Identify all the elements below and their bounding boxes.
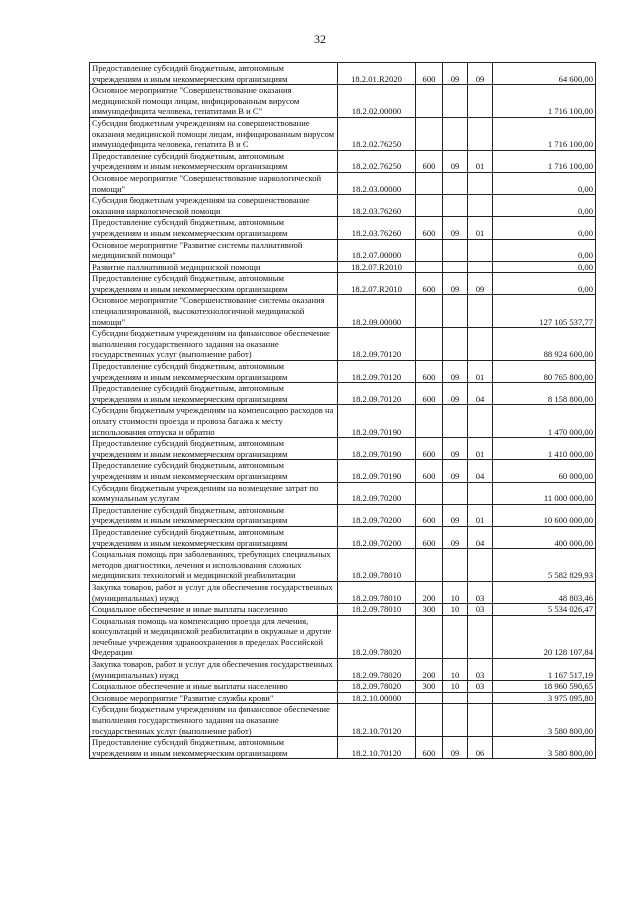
row-amount-cell: 0,00 xyxy=(493,239,596,261)
row-expense-type-cell: 200 xyxy=(416,659,443,681)
row-subsection-cell xyxy=(468,692,493,704)
row-subsection-cell xyxy=(468,85,493,118)
table-row xyxy=(90,328,596,361)
row-code-cell: 18.2.01.R2020 xyxy=(338,63,416,85)
row-section-cell: 10 xyxy=(443,659,468,681)
row-section-cell xyxy=(443,704,468,737)
row-subsection-cell: 06 xyxy=(468,737,493,759)
row-section-cell xyxy=(443,482,468,504)
row-code-cell: 18.2.09.78010 xyxy=(338,549,416,582)
row-code-cell: 18.2.09.70200 xyxy=(338,526,416,548)
budget-table xyxy=(89,62,596,759)
row-amount-cell: 1 716 100,00 xyxy=(493,150,596,172)
row-code-cell: 18.2.10.00000 xyxy=(338,692,416,704)
table-row xyxy=(90,692,596,704)
row-subsection-cell xyxy=(468,549,493,582)
table-row xyxy=(90,172,596,194)
row-expense-type-cell: 600 xyxy=(416,361,443,383)
row-code-cell: 18.2.09.70120 xyxy=(338,361,416,383)
row-expense-type-cell: 600 xyxy=(416,63,443,85)
row-name-cell: Предоставление субсидий бюджетным, автономным учреждениям и иным некоммерческим организациям xyxy=(90,504,338,526)
row-name-cell: Предоставление субсидий бюджетным, автономным учреждениям и иным некоммерческим организациям xyxy=(90,460,338,482)
row-expense-type-cell: 600 xyxy=(416,383,443,405)
row-expense-type-cell: 600 xyxy=(416,273,443,295)
row-name-cell: Закупка товаров, работ и услуг для обеспечения государственных (муниципальных) нужд xyxy=(90,659,338,681)
row-amount-cell: 11 000 000,00 xyxy=(493,482,596,504)
row-amount-cell: 5 582 829,93 xyxy=(493,549,596,582)
row-name-cell: Субсидии бюджетным учреждениям на компенсацию расходов на оплату стоимости проезда и провоза багажа к месту использования отпуска и обратно xyxy=(90,405,338,438)
row-name-cell: Субсидии бюджетным учреждениям на финансовое обеспечение выполнения государственного задания на оказание государственных услуг (выполнение работ) xyxy=(90,704,338,737)
row-section-cell xyxy=(443,261,468,273)
row-name-cell: Закупка товаров, работ и услуг для обеспечения государственных (муниципальных) нужд xyxy=(90,581,338,603)
row-amount-cell: 88 924 600,00 xyxy=(493,328,596,361)
table-row xyxy=(90,438,596,460)
row-section-cell xyxy=(443,117,468,150)
row-amount-cell: 0,00 xyxy=(493,217,596,239)
row-section-cell: 09 xyxy=(443,63,468,85)
row-expense-type-cell xyxy=(416,704,443,737)
row-subsection-cell xyxy=(468,482,493,504)
row-subsection-cell: 01 xyxy=(468,361,493,383)
row-section-cell: 09 xyxy=(443,737,468,759)
row-code-cell: 18.2.02.76250 xyxy=(338,117,416,150)
row-name-cell: Предоставление субсидий бюджетным, автономным учреждениям и иным некоммерческим организациям xyxy=(90,438,338,460)
row-subsection-cell xyxy=(468,328,493,361)
row-code-cell: 18.2.09.70200 xyxy=(338,504,416,526)
row-amount-cell: 400 000,00 xyxy=(493,526,596,548)
row-code-cell: 18.2.09.70190 xyxy=(338,460,416,482)
budget-table-body xyxy=(90,63,596,759)
row-name-cell: Основное мероприятие "Развитие системы паллиативной медицинской помощи" xyxy=(90,239,338,261)
row-name-cell: Предоставление субсидий бюджетным, автономным учреждениям и иным некоммерческим организациям xyxy=(90,737,338,759)
table-row xyxy=(90,273,596,295)
row-name-cell: Основное мероприятие "Совершенствование оказания медицинской помощи лицам, инфицированным вирусом иммунодефицита человека, гепатитами В и С" xyxy=(90,85,338,118)
row-subsection-cell xyxy=(468,239,493,261)
table-row xyxy=(90,504,596,526)
row-amount-cell: 0,00 xyxy=(493,261,596,273)
row-section-cell xyxy=(443,295,468,328)
row-name-cell: Предоставление субсидий бюджетным, автономным учреждениям и иным некоммерческим организациям xyxy=(90,526,338,548)
row-name-cell: Субсидия бюджетным учреждениям на совершенствование оказания медицинской помощи лицам, инфицированным вирусом иммунодефицита человека, гепатита В и С xyxy=(90,117,338,150)
table-row xyxy=(90,604,596,616)
row-subsection-cell: 01 xyxy=(468,438,493,460)
table-row xyxy=(90,460,596,482)
row-code-cell: 18.2.07.R2010 xyxy=(338,273,416,295)
row-amount-cell: 1 716 100,00 xyxy=(493,117,596,150)
row-expense-type-cell xyxy=(416,692,443,704)
row-subsection-cell: 09 xyxy=(468,63,493,85)
row-code-cell: 18.2.03.76260 xyxy=(338,217,416,239)
table-row xyxy=(90,239,596,261)
row-amount-cell: 1 167 517,19 xyxy=(493,659,596,681)
table-row xyxy=(90,383,596,405)
table-row xyxy=(90,704,596,737)
row-code-cell: 18.2.02.00000 xyxy=(338,85,416,118)
row-expense-type-cell xyxy=(416,172,443,194)
row-name-cell: Основное мероприятие "Совершенствование наркологической помощи" xyxy=(90,172,338,194)
row-amount-cell: 10 600 000,00 xyxy=(493,504,596,526)
row-expense-type-cell: 200 xyxy=(416,581,443,603)
row-subsection-cell: 01 xyxy=(468,217,493,239)
row-name-cell: Социальная помощь на компенсацию проезда для лечения, консультаций и медицинской реабилитации в окружные и другие лечебные учреждения здравоохранения в пределах Российской Федерации xyxy=(90,615,338,658)
row-code-cell: 18.2.09.78020 xyxy=(338,659,416,681)
table-row xyxy=(90,63,596,85)
row-section-cell: 09 xyxy=(443,460,468,482)
row-expense-type-cell: 600 xyxy=(416,504,443,526)
page-number: 32 xyxy=(314,32,326,46)
row-section-cell: 09 xyxy=(443,361,468,383)
row-code-cell: 18.2.10.70120 xyxy=(338,704,416,737)
row-code-cell: 18.2.03.00000 xyxy=(338,172,416,194)
row-code-cell: 18.2.09.70120 xyxy=(338,383,416,405)
row-section-cell: 09 xyxy=(443,438,468,460)
row-subsection-cell: 04 xyxy=(468,460,493,482)
row-subsection-cell xyxy=(468,172,493,194)
row-code-cell: 18.2.09.70120 xyxy=(338,328,416,361)
row-amount-cell: 60 000,00 xyxy=(493,460,596,482)
row-expense-type-cell xyxy=(416,117,443,150)
row-section-cell xyxy=(443,239,468,261)
row-section-cell xyxy=(443,328,468,361)
row-name-cell: Предоставление субсидий бюджетным, автономным учреждениям и иным некоммерческим организациям xyxy=(90,150,338,172)
row-subsection-cell xyxy=(468,117,493,150)
row-subsection-cell: 03 xyxy=(468,681,493,693)
row-section-cell xyxy=(443,85,468,118)
table-row xyxy=(90,405,596,438)
table-row xyxy=(90,361,596,383)
row-subsection-cell xyxy=(468,704,493,737)
table-row xyxy=(90,549,596,582)
row-amount-cell: 3 975 095,80 xyxy=(493,692,596,704)
row-code-cell: 18.2.02.76250 xyxy=(338,150,416,172)
row-section-cell: 09 xyxy=(443,150,468,172)
row-code-cell: 18.2.07.R2010 xyxy=(338,261,416,273)
row-expense-type-cell: 600 xyxy=(416,460,443,482)
table-row xyxy=(90,581,596,603)
row-expense-type-cell: 600 xyxy=(416,737,443,759)
table-row xyxy=(90,217,596,239)
row-amount-cell: 1 470 000,00 xyxy=(493,405,596,438)
row-amount-cell: 64 600,00 xyxy=(493,63,596,85)
row-name-cell: Предоставление субсидий бюджетным, автономным учреждениям и иным некоммерческим организациям xyxy=(90,217,338,239)
row-expense-type-cell xyxy=(416,328,443,361)
row-name-cell: Предоставление субсидий бюджетным, автономным учреждениям и иным некоммерческим организациям xyxy=(90,63,338,85)
row-amount-cell: 80 765 800,00 xyxy=(493,361,596,383)
row-subsection-cell xyxy=(468,615,493,658)
row-expense-type-cell xyxy=(416,239,443,261)
row-section-cell: 10 xyxy=(443,581,468,603)
row-code-cell: 18.2.09.78020 xyxy=(338,681,416,693)
row-section-cell: 10 xyxy=(443,681,468,693)
row-name-cell: Предоставление субсидий бюджетным, автономным учреждениям и иным некоммерческим организациям xyxy=(90,361,338,383)
row-section-cell xyxy=(443,195,468,217)
table-row xyxy=(90,526,596,548)
row-amount-cell: 3 580 800,00 xyxy=(493,737,596,759)
row-amount-cell: 8 158 800,00 xyxy=(493,383,596,405)
row-amount-cell: 0,00 xyxy=(493,172,596,194)
row-subsection-cell: 04 xyxy=(468,526,493,548)
row-name-cell: Предоставление субсидий бюджетным, автономным учреждениям и иным некоммерческим организациям xyxy=(90,383,338,405)
row-expense-type-cell: 300 xyxy=(416,681,443,693)
row-code-cell: 18.2.03.76260 xyxy=(338,195,416,217)
row-code-cell: 18.2.09.70190 xyxy=(338,438,416,460)
row-section-cell xyxy=(443,549,468,582)
table-row xyxy=(90,150,596,172)
row-section-cell xyxy=(443,692,468,704)
row-subsection-cell xyxy=(468,295,493,328)
row-section-cell: 09 xyxy=(443,526,468,548)
row-name-cell: Социальное обеспечение и иные выплаты населению xyxy=(90,681,338,693)
row-name-cell: Субсидии бюджетным учреждениям на возмещение затрат по коммунальным услугам xyxy=(90,482,338,504)
row-code-cell: 18.2.09.78010 xyxy=(338,581,416,603)
row-name-cell: Развитие паллиативной медицинской помощи xyxy=(90,261,338,273)
row-expense-type-cell xyxy=(416,295,443,328)
row-subsection-cell: 03 xyxy=(468,604,493,616)
row-subsection-cell: 04 xyxy=(468,383,493,405)
row-code-cell: 18.2.10.70120 xyxy=(338,737,416,759)
row-subsection-cell: 03 xyxy=(468,581,493,603)
row-code-cell: 18.2.07.00000 xyxy=(338,239,416,261)
row-section-cell xyxy=(443,615,468,658)
row-section-cell xyxy=(443,405,468,438)
row-code-cell: 18.2.09.78020 xyxy=(338,615,416,658)
row-expense-type-cell: 600 xyxy=(416,217,443,239)
row-name-cell: Основное мероприятие "Совершенствование системы оказания специализированной, высокотехнологичной медицинской помощи" xyxy=(90,295,338,328)
row-amount-cell: 0,00 xyxy=(493,273,596,295)
row-section-cell: 09 xyxy=(443,504,468,526)
row-section-cell: 10 xyxy=(443,604,468,616)
row-subsection-cell: 01 xyxy=(468,150,493,172)
row-amount-cell: 0,00 xyxy=(493,195,596,217)
row-amount-cell: 1 410 000,00 xyxy=(493,438,596,460)
row-expense-type-cell: 600 xyxy=(416,526,443,548)
row-expense-type-cell xyxy=(416,261,443,273)
row-amount-cell: 3 580 800,00 xyxy=(493,704,596,737)
table-row xyxy=(90,117,596,150)
row-code-cell: 18.2.09.70190 xyxy=(338,405,416,438)
row-name-cell: Предоставление субсидий бюджетным, автономным учреждениям и иным некоммерческим организациям xyxy=(90,273,338,295)
row-name-cell: Основное мероприятие "Развитие службы крови" xyxy=(90,692,338,704)
row-expense-type-cell xyxy=(416,195,443,217)
row-section-cell: 09 xyxy=(443,383,468,405)
row-subsection-cell: 01 xyxy=(468,504,493,526)
row-expense-type-cell xyxy=(416,85,443,118)
row-expense-type-cell xyxy=(416,549,443,582)
table-row xyxy=(90,295,596,328)
row-subsection-cell: 09 xyxy=(468,273,493,295)
row-amount-cell: 48 803,46 xyxy=(493,581,596,603)
row-subsection-cell xyxy=(468,195,493,217)
row-amount-cell: 1 716 100,00 xyxy=(493,85,596,118)
row-amount-cell: 18 960 590,65 xyxy=(493,681,596,693)
row-name-cell: Субсидия бюджетным учреждениям на совершенствование оказания наркологической помощи xyxy=(90,195,338,217)
table-row xyxy=(90,737,596,759)
row-code-cell: 18.2.09.78010 xyxy=(338,604,416,616)
row-amount-cell: 127 105 537,77 xyxy=(493,295,596,328)
row-code-cell: 18.2.09.00000 xyxy=(338,295,416,328)
row-amount-cell: 20 128 107,84 xyxy=(493,615,596,658)
row-section-cell xyxy=(443,172,468,194)
row-section-cell: 09 xyxy=(443,273,468,295)
row-expense-type-cell: 600 xyxy=(416,438,443,460)
table-row xyxy=(90,85,596,118)
table-row xyxy=(90,261,596,273)
table-row xyxy=(90,681,596,693)
row-name-cell: Социальная помощь при заболеваниях, требующих специальных методов диагностики, лечения и использования сложных медицинских технологий и медицинской реабилитации xyxy=(90,549,338,582)
row-name-cell: Социальное обеспечение и иные выплаты населению xyxy=(90,604,338,616)
row-expense-type-cell: 600 xyxy=(416,150,443,172)
row-subsection-cell xyxy=(468,405,493,438)
row-name-cell: Субсидии бюджетным учреждениям на финансовое обеспечение выполнения государственного задания на оказание государственных услуг (выполнение работ) xyxy=(90,328,338,361)
table-row xyxy=(90,482,596,504)
row-code-cell: 18.2.09.70200 xyxy=(338,482,416,504)
row-expense-type-cell xyxy=(416,482,443,504)
table-row xyxy=(90,659,596,681)
row-section-cell: 09 xyxy=(443,217,468,239)
row-expense-type-cell xyxy=(416,405,443,438)
row-expense-type-cell xyxy=(416,615,443,658)
table-row xyxy=(90,615,596,658)
row-amount-cell: 5 534 026,47 xyxy=(493,604,596,616)
row-subsection-cell xyxy=(468,261,493,273)
table-row xyxy=(90,195,596,217)
row-expense-type-cell: 300 xyxy=(416,604,443,616)
row-subsection-cell: 03 xyxy=(468,659,493,681)
